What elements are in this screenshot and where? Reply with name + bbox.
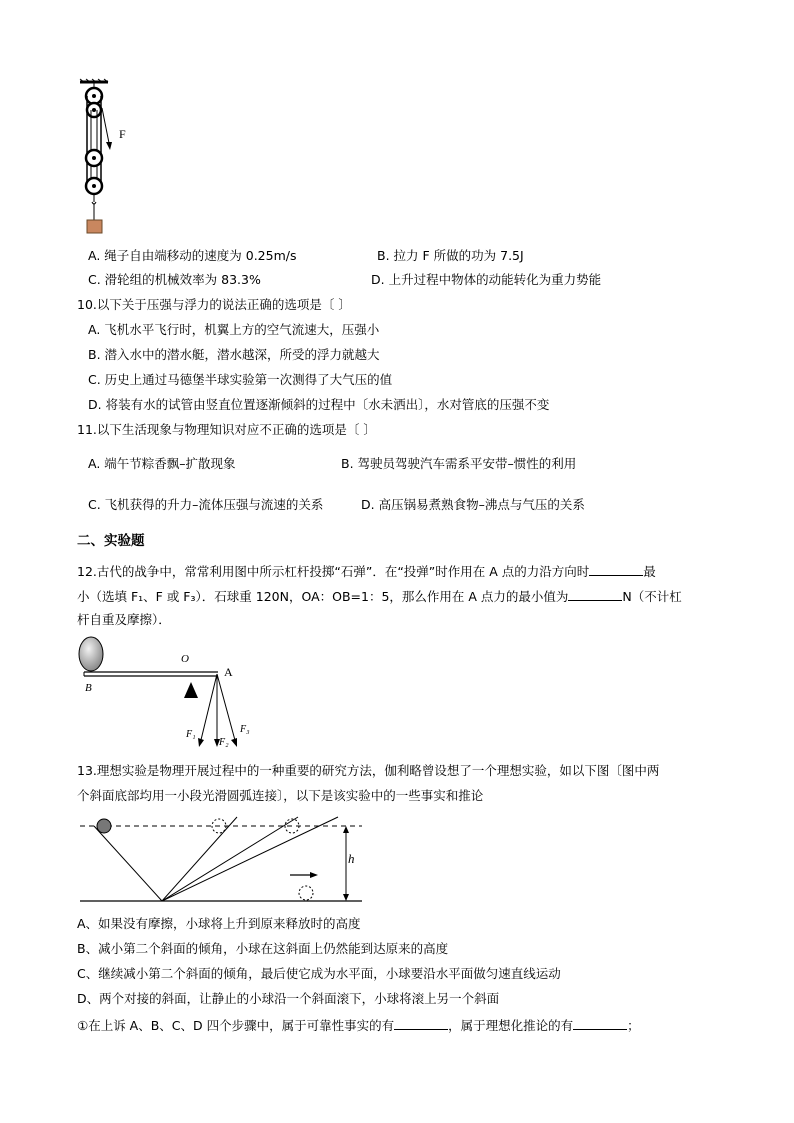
q12-line2-tail: N（不计杠 bbox=[622, 589, 682, 604]
q9-option-d: D. 上升过程中物体的动能转化为重力势能 bbox=[371, 272, 602, 287]
q13-subquestion-1 bbox=[77, 1017, 640, 1034]
label-a: A bbox=[224, 665, 233, 679]
q10-stem: 10.以下关于压强与浮力的说法正确的选项是〔 〕 bbox=[77, 297, 351, 312]
q10-option-a: A. 飞机水平飞行时，机翼上方的空气流速大，压强小 bbox=[88, 322, 380, 337]
q11-option-d: D. 高压锅易煮熟食物–沸点与气压的关系 bbox=[361, 497, 585, 512]
answer-blank bbox=[589, 563, 643, 576]
q12-line2-text: 小（选填 F₁、F 或 F₃）．石球重 120N，OA：OB=1：5，那么作用在 A 点力的最小值为 bbox=[77, 589, 569, 604]
q13-option-b: B、减小第二个斜面的倾角，小球在这斜面上仍然能到达原来的高度 bbox=[77, 941, 449, 956]
q12-line1-tail: 最 bbox=[643, 564, 656, 579]
q13-line1: 13.理想实验是物理开展过程中的一种重要的研究方法，伽利略曾设想了一个理想实验，如以下图〔图中两 bbox=[77, 763, 660, 778]
label-f3: F₃ bbox=[240, 724, 250, 735]
q12-line3: 杆自重及摩擦）． bbox=[77, 612, 171, 627]
ball bbox=[97, 819, 111, 833]
q13-option-d: D、两个对接的斜面，让静止的小球沿一个斜面滚下，小球将滚上另一个斜面 bbox=[77, 991, 500, 1006]
q10-option-b: B. 潜入水中的潜水艇，潜水越深，所受的浮力就越大 bbox=[88, 347, 380, 362]
label-b: B bbox=[85, 682, 92, 694]
fulcrum bbox=[184, 682, 198, 698]
lever-figure bbox=[76, 636, 276, 748]
section-title: 二、实验题 bbox=[77, 533, 145, 549]
q9-option-c: C. 滑轮组的机械效率为 83.3% bbox=[88, 272, 261, 287]
ball-ghost bbox=[299, 886, 313, 900]
pulley-figure bbox=[70, 78, 150, 238]
q11-option-a: A. 端午节粽香飘–扩散现象 bbox=[88, 456, 236, 471]
force-label: F bbox=[119, 127, 126, 141]
answer-blank bbox=[394, 1017, 448, 1030]
q11-stem: 11.以下生活现象与物理知识对应不正确的选项是〔 〕 bbox=[77, 422, 376, 437]
q9-option-a: A. 绳子自由端移动的速度为 0.25m/s bbox=[88, 248, 297, 263]
q13-sub1-mid: ，属于理想化推论的有 bbox=[448, 1018, 574, 1033]
incline-figure bbox=[76, 813, 376, 913]
label-o: O bbox=[181, 653, 189, 665]
q10-option-d: D. 将装有水的试管由竖直位置逐渐倾斜的过程中〔水未洒出〕，水对管底的压强不变 bbox=[88, 397, 550, 412]
stone-ball bbox=[79, 637, 103, 671]
q13-sub1-end: ； bbox=[627, 1018, 640, 1033]
answer-blank bbox=[573, 1017, 627, 1030]
answer-blank bbox=[568, 588, 622, 601]
q11-option-b: B. 驾驶员驾驶汽车需系平安带–惯性的利用 bbox=[341, 456, 577, 471]
q12-line2 bbox=[77, 588, 682, 605]
q9-option-b: B. 拉力 F 所做的功为 7.5J bbox=[377, 248, 524, 263]
label-f2: F₂ bbox=[219, 737, 229, 748]
q12-line1 bbox=[77, 563, 656, 580]
label-f1: F₁ bbox=[186, 729, 196, 740]
q11-option-c: C. 飞机获得的升力–流体压强与流速的关系 bbox=[88, 497, 324, 512]
height-label: h bbox=[348, 851, 355, 866]
q13-sub1-text: ①在上诉 A、B、C、D 四个步骤中，属于可靠性事实的有 bbox=[77, 1018, 395, 1033]
q13-line2: 个斜面底部均用一小段光滑圆弧连接〕，以下是该实验中的一些事实和推论 bbox=[77, 788, 484, 803]
q13-option-c: C、继续减小第二个斜面的倾角，最后使它成为水平面，小球要沿水平面做匀速直线运动 bbox=[77, 966, 561, 981]
q10-option-c: C. 历史上通过马德堡半球实验第一次测得了大气压的值 bbox=[88, 372, 393, 387]
q13-option-a: A、如果没有摩擦，小球将上升到原来释放时的高度 bbox=[77, 916, 361, 931]
q12-line1-text: 12.古代的战争中，常常利用图中所示杠杆投掷“石弹”．在“投弹”时作用在 A 点的力沿方向时 bbox=[77, 564, 590, 579]
